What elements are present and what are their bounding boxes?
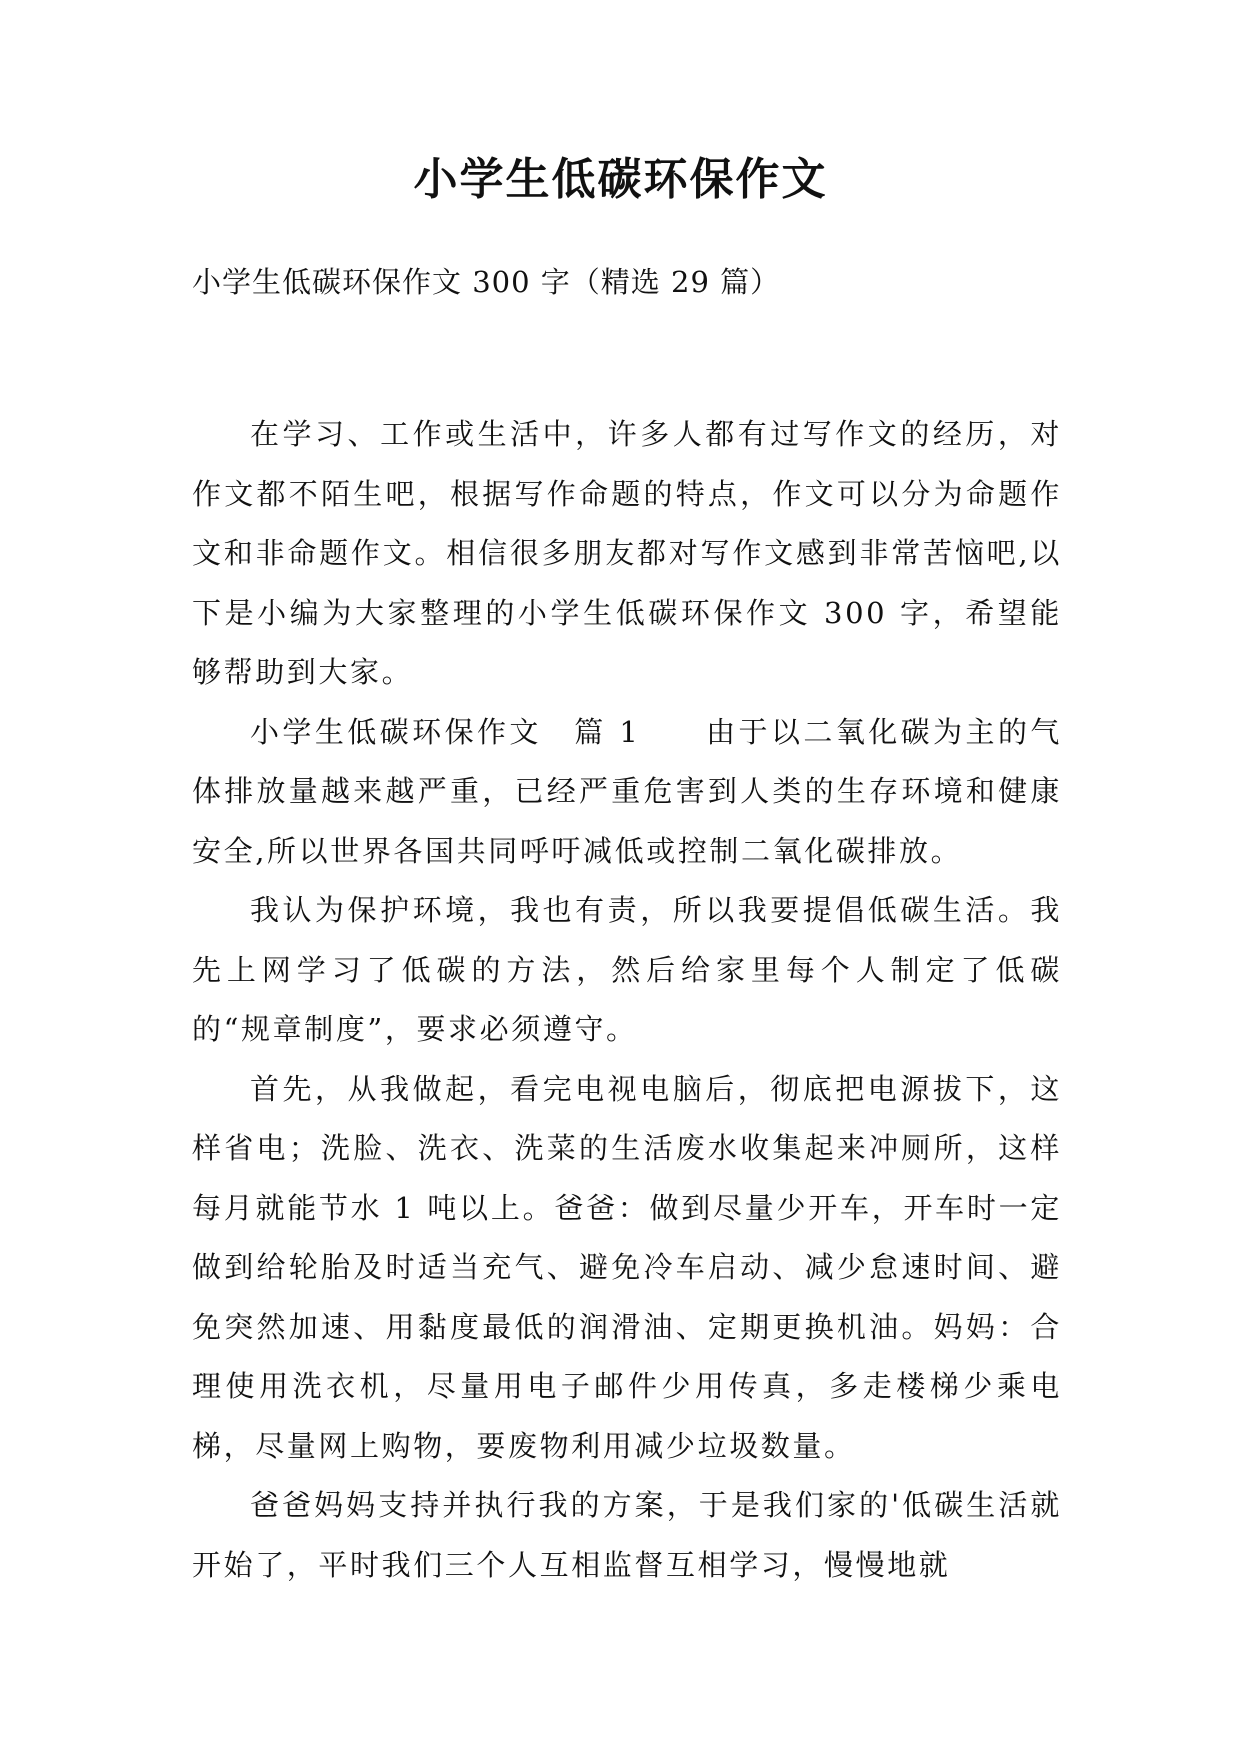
essay-paragraph-2: 我认为保护环境，我也有责，所以我要提倡低碳生活。我先上网学习了低碳的方法，然后给家里每个人制定了低碳的“规章制度”，要求必须遵守。	[192, 893, 1062, 1046]
document-subtitle: 小学生低碳环保作文 300 字（精选 29 篇）	[192, 265, 781, 299]
essay-paragraph-3: 首先，从我做起，看完电视电脑后，彻底把电源拔下，这样省电；洗脸、洗衣、洗菜的生活废水收集起来冲厕所，这样每月就能节水 1 吨以上。爸爸：做到尽量少开车，开车时一定做到给轮胎及时适当充气、避免冷车启动、减少怠速时间、避免突然加速、用黏度最低的润滑油、定期更换机油。妈妈：合理使用洗衣机，尽量用电子邮件少用传真，多走楼梯少乘电梯，尽量网上购物，要废物利用减少垃圾数量。	[192, 1071, 1062, 1463]
essay-paragraph-4: 爸爸妈妈支持并执行我的方案，于是我们家的'低碳生活就开始了，平时我们三个人互相监督互相学习，慢慢地就	[192, 1488, 1062, 1582]
essay-paragraph-1: 小学生低碳环保作文 篇 1 由于以二氧化碳为主的气体排放量越来越严重，已经严重危害到人类的生存环境和健康安全,所以世界各国共同呼吁减低或控制二氧化碳排放。	[192, 714, 1062, 868]
document-body	[192, 405, 1062, 1595]
document-title: 小学生低碳环保作文	[413, 154, 828, 205]
intro-paragraph: 在学习、工作或生活中，许多人都有过写作文的经历，对作文都不陌生吧，根据写作命题的特点，作文可以分为命题作文和非命题作文。相信很多朋友都对写作文感到非常苦恼吧,以下是小编为大家整理的小学生低碳环保作文 300 字，希望能够帮助到大家。	[192, 417, 1062, 689]
